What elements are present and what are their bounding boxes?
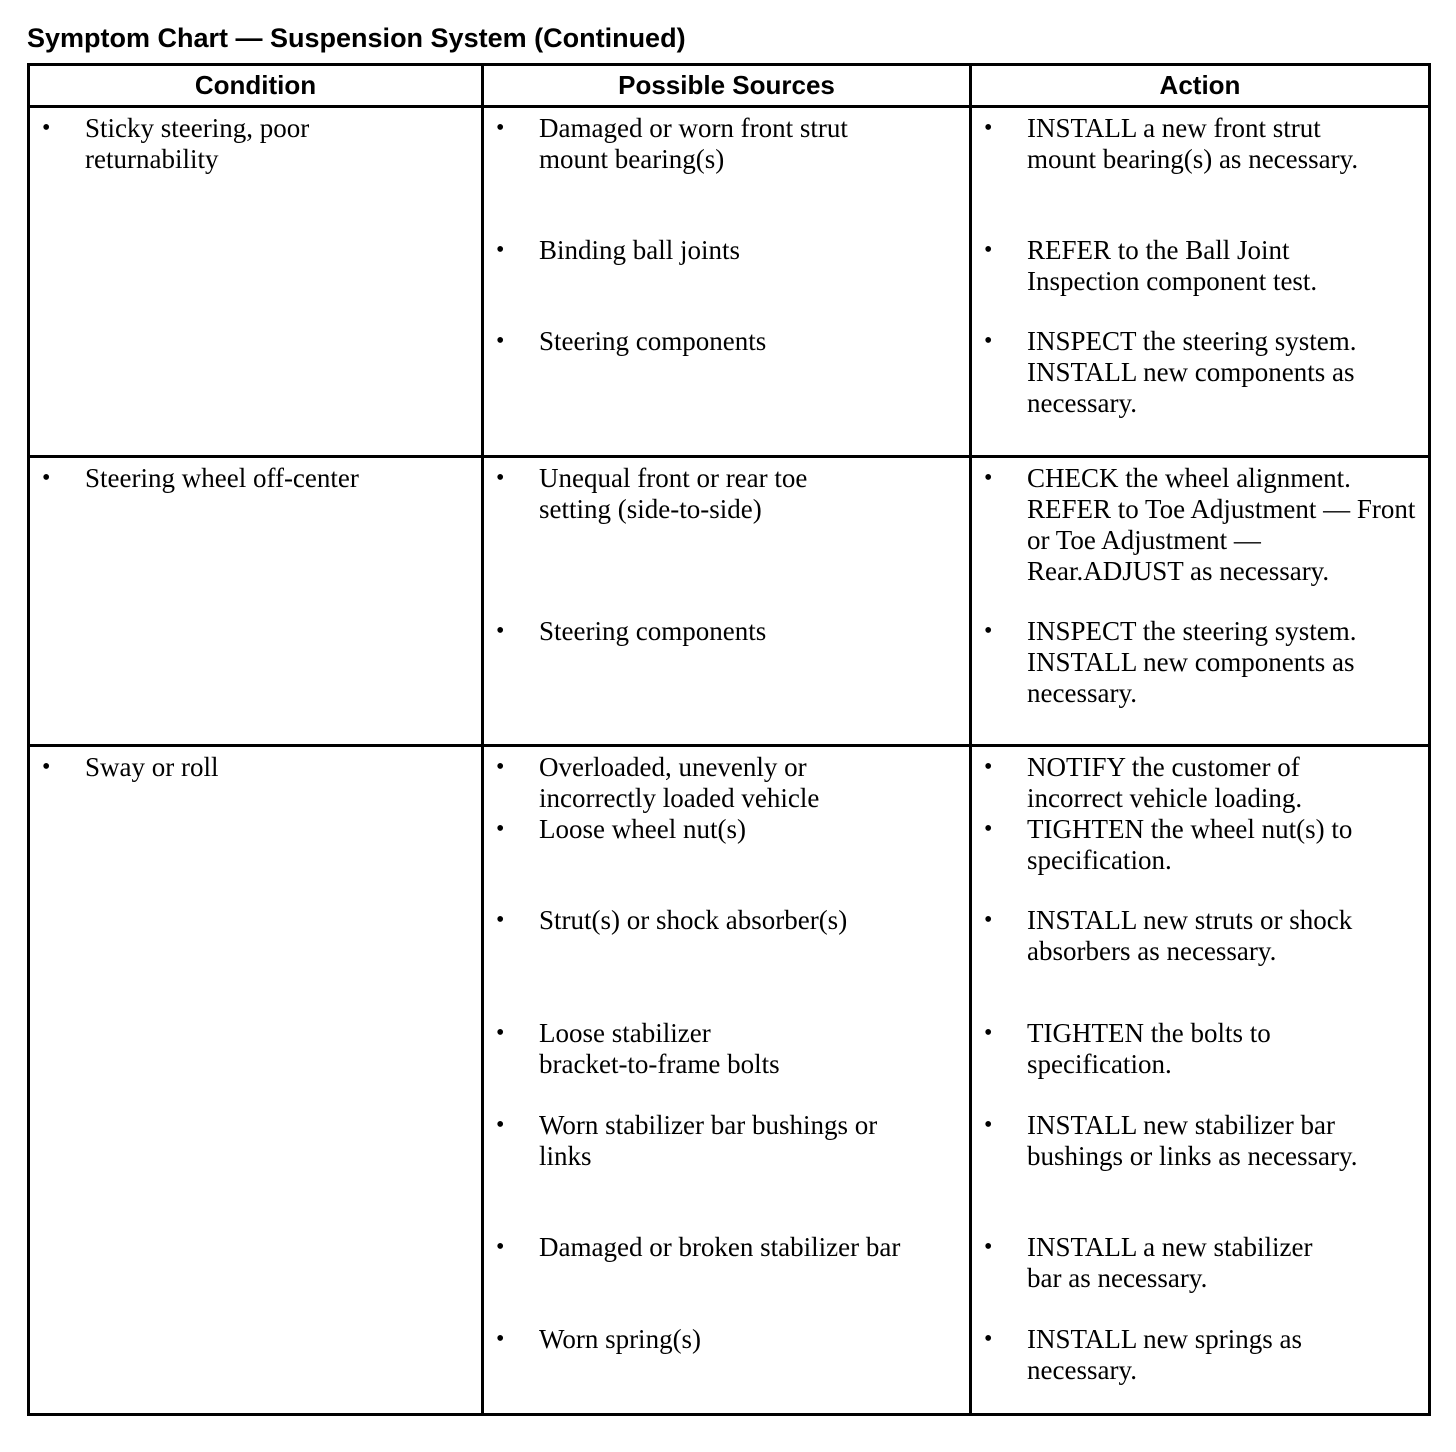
- condition-item: [30, 463, 481, 494]
- header-condition: Condition: [29, 65, 483, 107]
- bullet: •: [984, 816, 993, 842]
- sources-cell: [483, 457, 971, 746]
- condition-text: Steering wheel off-center: [85, 463, 359, 493]
- action-text: INSTALL new springs as necessary.: [1027, 1324, 1303, 1385]
- actions-cell: [971, 746, 1430, 1415]
- action-text: CHECK the wheel alignment. REFER to Toe Adjustment — Front or Toe Adjustment — Rear.ADJUST as necessary.: [1027, 463, 1416, 586]
- bullet: •: [42, 115, 51, 141]
- condition-text: Sticky steering, poor returnability: [85, 113, 310, 174]
- header-row: [29, 65, 1430, 107]
- bullet: •: [496, 816, 505, 842]
- bullet: •: [984, 328, 993, 354]
- condition-item: [30, 113, 360, 175]
- source-text: Damaged or broken stabilizer bar: [539, 1232, 901, 1262]
- action-text: TIGHTEN the wheel nut(s) to specification.: [1027, 814, 1353, 875]
- condition-text: Sway or roll: [85, 752, 219, 782]
- action-text: NOTIFY the customer of incorrect vehicle loading.: [1027, 752, 1303, 813]
- sources-cell: [483, 746, 971, 1415]
- source-item: [484, 235, 969, 326]
- bullet: •: [984, 1326, 993, 1352]
- action-item: [972, 326, 1428, 419]
- bullet: •: [496, 907, 505, 933]
- source-text: Binding ball joints: [539, 235, 741, 265]
- source-item: [484, 326, 969, 357]
- source-item: [484, 616, 969, 647]
- action-item: [972, 814, 1428, 905]
- bullet: •: [496, 1112, 505, 1138]
- condition-cell: [29, 457, 483, 746]
- action-text: INSTALL a new front strut mount bearing(s) as necessary.: [1027, 113, 1359, 174]
- source-item: [484, 1018, 814, 1110]
- source-text: Steering components: [539, 616, 767, 646]
- source-text: Overloaded, unevenly or incorrectly loaded vehicle: [539, 752, 820, 813]
- bullet: •: [496, 237, 505, 263]
- bullet: •: [984, 1234, 993, 1260]
- table-row: [29, 107, 1430, 457]
- condition-item: [30, 752, 481, 783]
- bullet: •: [984, 237, 993, 263]
- bullet: •: [984, 1112, 993, 1138]
- source-text: Loose wheel nut(s): [539, 814, 746, 844]
- bullet: •: [42, 754, 51, 780]
- bullet: •: [496, 618, 505, 644]
- action-text: INSPECT the steering system. INSTALL new components as necessary.: [1027, 616, 1357, 708]
- source-item: [484, 905, 969, 1018]
- bullet: •: [496, 754, 505, 780]
- action-text: REFER to the Ball Joint Inspection component test.: [1027, 235, 1318, 296]
- table-row: [29, 457, 1430, 746]
- source-item: [484, 1232, 924, 1324]
- action-text: INSPECT the steering system. INSTALL new components as necessary.: [1027, 326, 1357, 418]
- bullet: •: [496, 328, 505, 354]
- source-text: Loose stabilizer bracket-to-frame bolts: [539, 1018, 780, 1079]
- source-text: Strut(s) or shock absorber(s): [539, 905, 848, 935]
- action-item: [972, 616, 1428, 709]
- action-text: INSTALL new struts or shock absorbers as necessary.: [1027, 905, 1353, 966]
- actions-cell: [971, 107, 1430, 457]
- bullet: •: [984, 754, 993, 780]
- bullet: •: [496, 115, 505, 141]
- action-text: INSTALL new stabilizer bar bushings or links as necessary.: [1027, 1110, 1358, 1171]
- action-item: [972, 1110, 1428, 1232]
- action-item: [972, 235, 1372, 326]
- action-item: [972, 463, 1428, 616]
- condition-cell: [29, 107, 483, 457]
- chart-title: Symptom Chart — Suspension System (Continued): [27, 23, 686, 53]
- table-row: [29, 746, 1430, 1415]
- action-item: [972, 1018, 1292, 1110]
- source-text: Damaged or worn front strut mount bearing(s): [539, 113, 848, 174]
- actions-cell: [971, 457, 1430, 746]
- source-text: Worn stabilizer bar bushings or links: [539, 1110, 878, 1171]
- source-item: [484, 752, 904, 814]
- action-text: INSTALL a new stabilizer bar as necessary.: [1027, 1232, 1313, 1293]
- source-item: [484, 1110, 914, 1232]
- symptom-chart-table: [27, 63, 1431, 1416]
- source-text: Steering components: [539, 326, 767, 356]
- bullet: •: [496, 1234, 505, 1260]
- bullet: •: [496, 465, 505, 491]
- action-item: [972, 905, 1428, 1018]
- bullet: •: [984, 907, 993, 933]
- bullet: •: [42, 465, 51, 491]
- bullet: •: [984, 465, 993, 491]
- source-item: [484, 463, 874, 616]
- source-item: [484, 814, 969, 905]
- action-item: [972, 752, 1372, 814]
- source-item: [484, 1324, 969, 1355]
- source-item: [484, 113, 914, 235]
- bullet: •: [496, 1326, 505, 1352]
- action-item: [972, 1324, 1362, 1386]
- bullet: •: [984, 1020, 993, 1046]
- bullet: •: [984, 115, 993, 141]
- header-action: Action: [971, 65, 1430, 107]
- action-text: TIGHTEN the bolts to specification.: [1027, 1018, 1271, 1079]
- condition-cell: [29, 746, 483, 1415]
- action-item: [972, 113, 1372, 235]
- bullet: •: [496, 1020, 505, 1046]
- sources-cell: [483, 107, 971, 457]
- bullet: •: [984, 618, 993, 644]
- source-text: Worn spring(s): [539, 1324, 702, 1354]
- source-text: Unequal front or rear toe setting (side-to-side): [539, 463, 808, 524]
- header-possible-sources: Possible Sources: [483, 65, 971, 107]
- action-item: [972, 1232, 1362, 1324]
